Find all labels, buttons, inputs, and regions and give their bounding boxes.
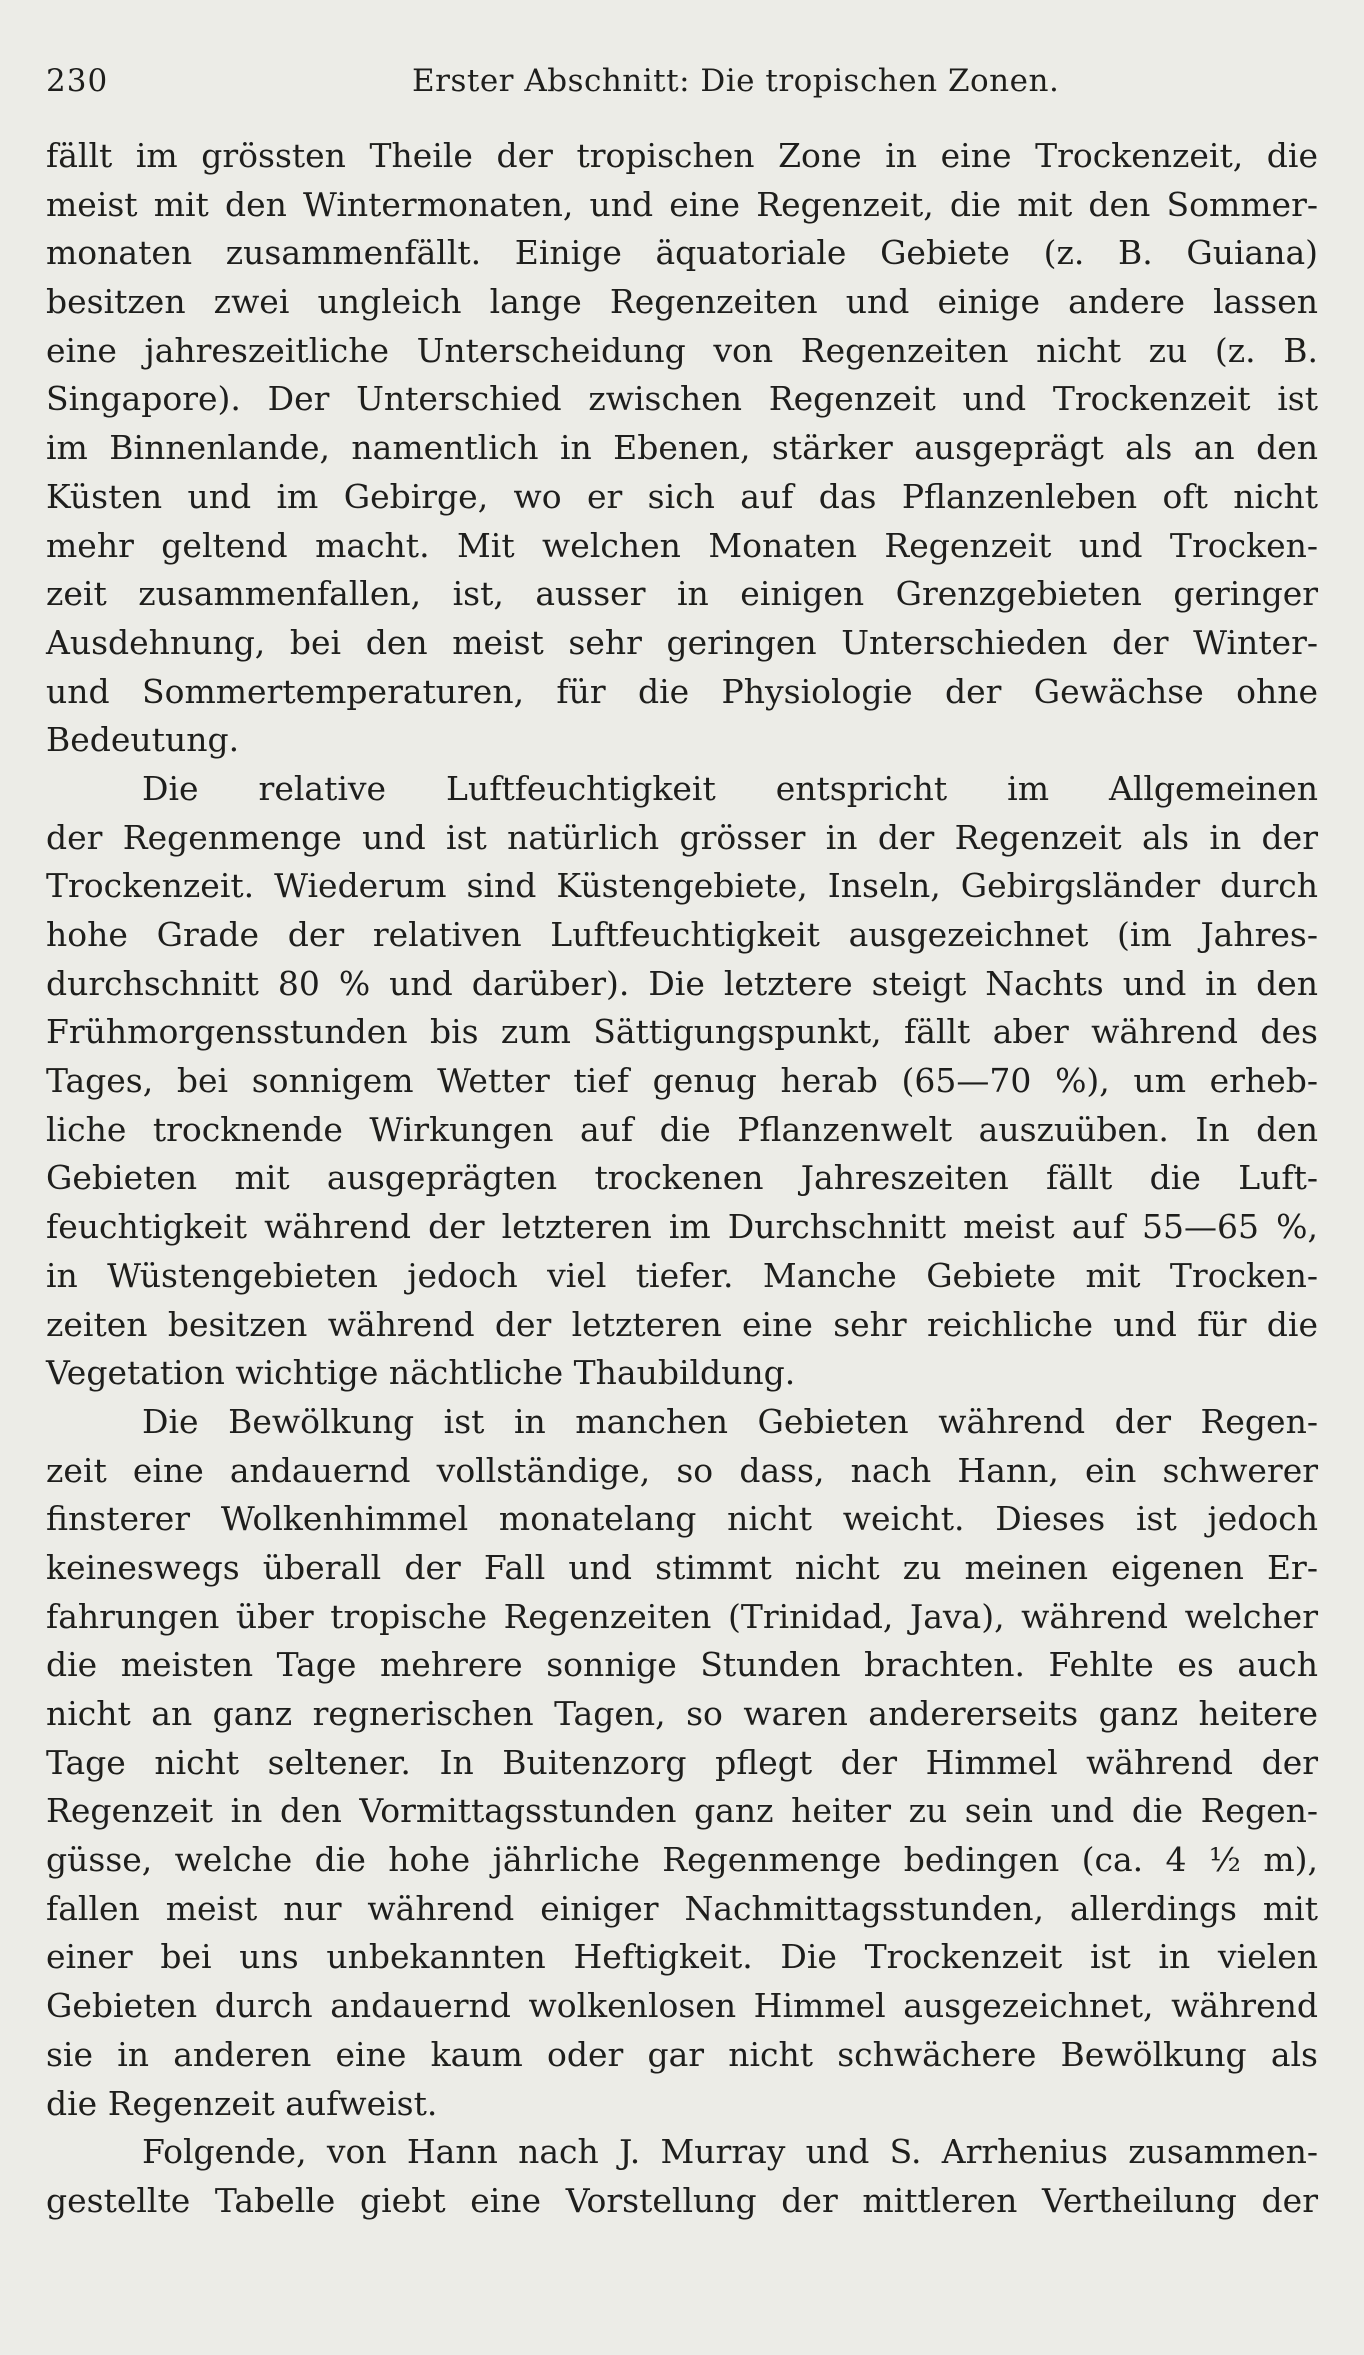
paragraph-start-line: Folgende, von Hann nach J. Murray und S. Arrhenius zusammen- <box>142 2132 1318 2172</box>
text-line: monaten zusammenfällt. Einige äquatoriale Gebiete (z. B. Guiana) <box>46 233 1318 273</box>
text-line: der Regenmenge und ist natürlich grösser in der Regenzeit als in der <box>46 817 1318 857</box>
text-line: besitzen zwei ungleich lange Regenzeiten und einige andere lassen <box>46 282 1318 322</box>
text-line: Tage nicht seltener. In Buitenzorg pflegt der Himmel während der <box>46 1742 1318 1782</box>
text-line: Singapore). Der Unterschied zwischen Regenzeit und Trockenzeit ist <box>46 379 1318 419</box>
text-line: Gebieten durch andauernd wolkenlosen Himmel ausgezeichnet, während <box>46 1986 1318 2026</box>
text-line: Ausdehnung, bei den meist sehr geringen Unterschieden der Winter- <box>46 622 1318 662</box>
text-line: güsse, welche die hohe jährliche Regenmenge bedingen (ca. 4 ½ m), <box>46 1840 1318 1880</box>
text-line: hohe Grade der relativen Luftfeuchtigkeit ausgezeichnet (im Jahres- <box>46 915 1318 954</box>
text-line: durchschnitt 80 % und darüber). Die letztere steigt Nachts und in den <box>46 963 1318 1003</box>
text-line: Tages, bei sonnigem Wetter tief genug herab (65—70 %), um erheb- <box>46 1061 1318 1101</box>
body-text <box>46 132 1318 2226</box>
text-line: Bedeutung. <box>46 720 240 760</box>
text-line: zeit eine andauernd vollständige, so dass, nach Hann, ein schwerer <box>46 1450 1318 1490</box>
text-line: und Sommertemperaturen, für die Physiologie der Gewächse ohne <box>46 671 1318 711</box>
text-line: fahrungen über tropische Regenzeiten (Trinidad, Java), während welcher <box>46 1596 1318 1636</box>
page-header <box>46 56 1316 106</box>
text-line: keineswegs überall der Fall und stimmt nicht zu meinen eigenen Er- <box>46 1547 1318 1587</box>
text-line: Regenzeit in den Vormittagsstunden ganz heiter zu sein und die Regen- <box>46 1791 1318 1831</box>
text-line: Frühmorgensstunden bis zum Sättigungspunkt, fällt aber während des <box>46 1012 1318 1052</box>
text-line: mehr geltend macht. Mit welchen Monaten Regenzeit und Trocken- <box>46 525 1318 565</box>
text-line: fällt im grössten Theile der tropischen Zone in eine Trockenzeit, die <box>46 136 1318 175</box>
text-line: gestellte Tabelle giebt eine Vorstellung der mittleren Vertheilung der <box>46 2180 1318 2220</box>
paragraph-start-line: Die Bewölkung ist in manchen Gebieten während der Regen- <box>142 1401 1318 1441</box>
paragraph-start-line: Die relative Luftfeuchtigkeit entspricht im Allgemeinen <box>142 768 1318 808</box>
text-line: im Binnenlande, namentlich in Ebenen, stärker ausgeprägt als an den <box>46 428 1318 468</box>
text-line: meist mit den Wintermonaten, und eine Regenzeit, die mit den Sommer- <box>46 184 1318 224</box>
text-line: in Wüstengebieten jedoch viel tiefer. Manche Gebiete mit Trocken- <box>46 1255 1318 1295</box>
page-number: 230 <box>46 63 109 99</box>
text-line: die Regenzeit aufweist. <box>46 2083 438 2123</box>
text-line: Gebieten mit ausgeprägten trockenen Jahreszeiten fällt die Luft- <box>46 1158 1318 1198</box>
text-line: sie in anderen eine kaum oder gar nicht schwächere Bewölkung als <box>46 2034 1318 2074</box>
text-line: feuchtigkeit während der letzteren im Durchschnitt meist auf 55—65 %, <box>46 1207 1318 1247</box>
text-line: zeit zusammenfallen, ist, ausser in einigen Grenzgebieten geringer <box>46 574 1318 614</box>
text-line: zeiten besitzen während der letzteren eine sehr reichliche und für die <box>46 1304 1318 1344</box>
text-line: finsterer Wolkenhimmel monatelang nicht weicht. Dieses ist jedoch <box>46 1499 1318 1539</box>
text-line: liche trocknende Wirkungen auf die Pflanzenwelt auszuüben. In den <box>46 1109 1318 1149</box>
text-line: Trockenzeit. Wiederum sind Küstengebiete, Inseln, Gebirgsländer durch <box>46 866 1318 906</box>
text-line: Vegetation wichtige nächtliche Thaubildung. <box>46 1353 796 1393</box>
text-line: fallen meist nur während einiger Nachmittagsstunden, allerdings mit <box>46 1888 1318 1928</box>
text-line: Küsten und im Gebirge, wo er sich auf das Pflanzenleben oft nicht <box>46 476 1318 516</box>
text-line: einer bei uns unbekannten Heftigkeit. Die Trockenzeit ist in vielen <box>46 1937 1318 1977</box>
text-line: eine jahreszeitliche Unterscheidung von Regenzeiten nicht zu (z. B. <box>46 330 1318 370</box>
text-line: die meisten Tage mehrere sonnige Stunden brachten. Fehlte es auch <box>46 1645 1318 1685</box>
running-title: Erster Abschnitt: Die tropischen Zonen. <box>412 63 1060 99</box>
text-line: nicht an ganz regnerischen Tagen, so waren andererseits ganz heitere <box>46 1694 1318 1733</box>
